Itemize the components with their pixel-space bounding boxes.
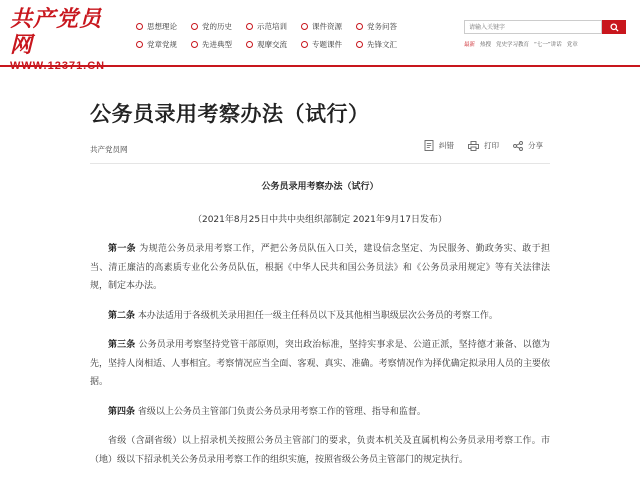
hotwords-label: 最新	[464, 42, 476, 48]
hot-keywords	[464, 40, 578, 48]
nav-item-special[interactable]	[301, 35, 356, 53]
article-paragraph	[90, 432, 550, 469]
nav-item-label: 党务问答	[367, 21, 397, 31]
nav-bullet-icon	[246, 41, 253, 48]
site-logo[interactable]	[10, 6, 120, 58]
nav-item-label: 思想理论	[147, 21, 177, 31]
article-paragraph-text: 省级以上公务员主管部门负责公务员录用考察工作的管理、指导和监督。	[135, 406, 426, 417]
nav-item-models[interactable]	[191, 35, 246, 53]
hotword-link[interactable]: 热搜	[480, 42, 492, 48]
article-clause-number: 第一条	[108, 244, 137, 254]
nav-bullet-icon	[136, 23, 143, 30]
nav-item-label: 党的历史	[202, 21, 232, 31]
header-divider	[0, 65, 640, 67]
page-title: 公务员录用考察办法（试行）	[90, 102, 370, 126]
document-subtitle: （2021年8月25日中共中央组织部制定 2021年9月17日发布）	[192, 214, 448, 225]
main-nav	[136, 17, 456, 53]
article-body	[90, 178, 550, 469]
document-title: 公务员录用考察办法（试行）	[261, 182, 379, 192]
nav-item-label: 党章党规	[147, 39, 177, 49]
nav-item-courseware[interactable]	[301, 17, 356, 35]
nav-item-label: 示范培训	[257, 21, 287, 31]
title-divider	[90, 163, 550, 164]
article-paragraph	[90, 403, 550, 422]
nav-item-history[interactable]	[191, 17, 246, 35]
article-paragraph-text: 公务员录用考察坚持党管干部原则，突出政治标准，坚持实事求是、公道正派，坚持德才兼备、以德为先，坚持人岗相适、人事相宜。考察情况应当全面、客观、真实、准确。考察情况作为择优确定拟录用人员的主要依据。	[90, 340, 550, 387]
article-paragraph	[90, 307, 550, 326]
nav-bullet-icon	[301, 23, 308, 30]
article-paragraph	[90, 336, 550, 392]
article-paragraph-text: 省级（含副省级）以上招录机关按照公务员主管部门的要求，负责本机关及直属机构公务员录用考察工作。市（地）级以下招录机关公务员录用考察工作的组织实施，按照省级公务员主管部门的规定执行。	[90, 436, 550, 465]
hotword-link[interactable]: 党章	[566, 42, 578, 48]
article-paragraph-text: 本办法适用于各级机关录用担任一级主任科员以下及其他相当职级层次公务员的考察工作。	[135, 310, 498, 321]
article-paragraph	[90, 240, 550, 296]
hotword-link[interactable]: “七一”讲话	[534, 42, 562, 48]
search-icon	[610, 23, 619, 32]
nav-item-label: 专题课件	[312, 39, 342, 49]
search-input[interactable]	[464, 20, 602, 34]
nav-item-label: 观摩交流	[257, 39, 287, 49]
nav-item-qa[interactable]	[356, 17, 411, 35]
nav-bullet-icon	[356, 41, 363, 48]
share-icon	[513, 141, 523, 151]
hotword-link[interactable]: 党史学习教育	[496, 42, 530, 48]
nav-row	[136, 17, 456, 35]
article-clause-number: 第四条	[108, 406, 136, 417]
nav-item-theory[interactable]	[136, 17, 191, 35]
article-clause-number: 第二条	[108, 310, 136, 321]
article-toolbar	[424, 140, 543, 151]
print-label: 打印	[484, 141, 499, 150]
logo-calligraphy: 共产党员网	[10, 6, 103, 58]
nav-item-regulations[interactable]	[136, 35, 191, 53]
share-button[interactable]	[513, 140, 543, 151]
correct-icon	[424, 140, 434, 151]
article-source: 共产党员网	[90, 145, 128, 154]
correct-button[interactable]	[424, 140, 454, 151]
nav-item-label: 先锋文汇	[367, 39, 397, 49]
nav-bullet-icon	[136, 41, 143, 48]
article-paragraph-text: 为规范公务员录用考察工作，严把公务员队伍入口关，建设信念坚定、为民服务、勤政务实、敢于担当、清正廉洁的高素质专业化公务员队伍，根据《中华人民共和国公务员法》和《公务员录用规定》等有关法律法规，制定本办法。	[90, 244, 550, 291]
correct-label: 纠错	[439, 141, 454, 150]
nav-bullet-icon	[301, 41, 308, 48]
nav-bullet-icon	[246, 23, 253, 30]
nav-item-literature[interactable]	[356, 35, 411, 53]
nav-bullet-icon	[191, 23, 198, 30]
print-button[interactable]	[468, 140, 499, 151]
nav-item-label: 先进典型	[202, 39, 232, 49]
print-icon	[468, 141, 479, 151]
nav-item-exchange[interactable]	[246, 35, 301, 53]
nav-bullet-icon	[191, 41, 198, 48]
nav-row	[136, 35, 456, 53]
search-button[interactable]	[602, 20, 626, 34]
nav-item-training[interactable]	[246, 17, 301, 35]
nav-bullet-icon	[356, 23, 363, 30]
article-clause-number: 第三条	[108, 340, 136, 350]
nav-item-label: 课件资源	[312, 21, 342, 31]
site-header	[0, 0, 640, 66]
share-label: 分享	[528, 141, 543, 150]
search-bar	[464, 20, 626, 34]
